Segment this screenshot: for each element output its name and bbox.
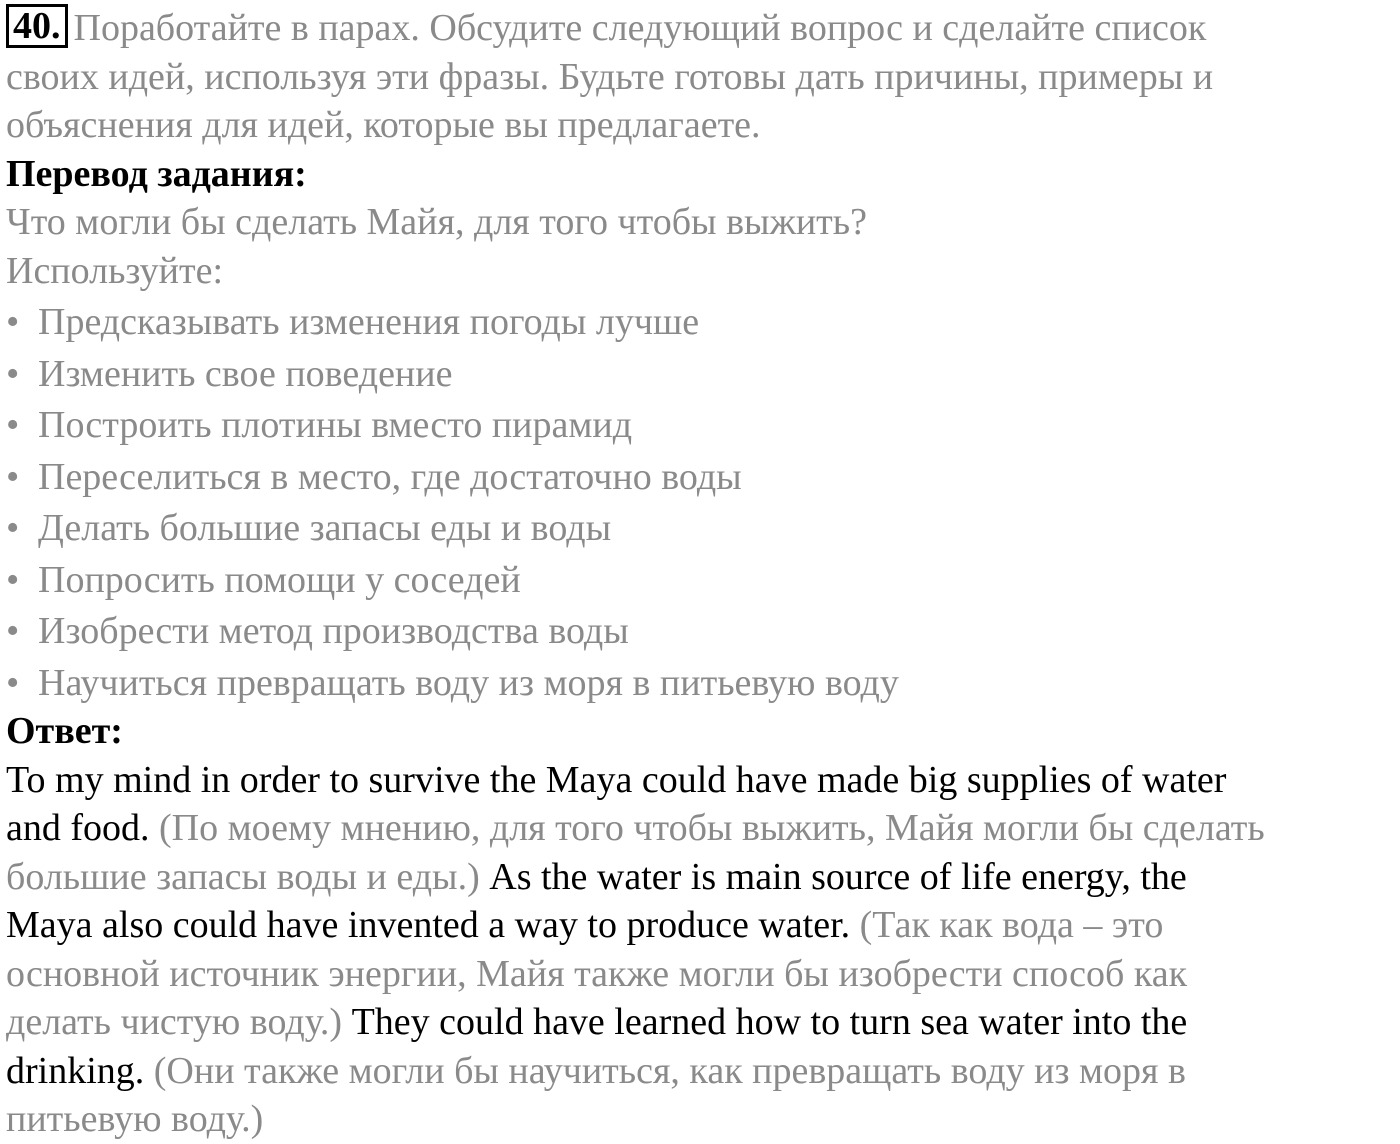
list-item-text: Попросить помощи у соседей [38,558,521,601]
answer-english-text: To my mind in order to survive the Maya could have made big supplies of water [6,758,1227,801]
list-item-text: Построить плотины вместо пирамид [38,404,633,446]
list-item-text: Переселиться в место, где достаточно воды [38,455,742,498]
document-page [6,4,1398,1144]
list-item [6,452,1398,504]
bullet-icon: • [6,507,20,549]
task-line-2 [6,53,1398,102]
task-text: Поработайте в парах. Обсудите следующий вопрос и сделайте список [73,7,1207,49]
list-item [6,606,1398,658]
list-item [6,349,1398,401]
list-item [6,503,1398,555]
answer-russian-translation: питьевую воду.) [6,1098,264,1140]
task-text: объяснения для идей, которые вы предлагаете. [6,104,761,146]
answer-line [6,756,1398,805]
task-text: своих идей, используя эти фразы. Будьте готовы дать причины, примеры и [6,55,1214,98]
answer-heading: Ответ: [6,710,123,752]
answer-russian-translation: (По моему мнению, для того чтобы выжить, Майя могли бы сделать [159,807,1265,849]
answer-russian-translation: большие запасы воды и еды.) [6,855,490,898]
answer-russian-translation: (Они также могли бы научиться, как превращать воду из моря в [153,1049,1186,1092]
list-item [6,658,1398,710]
bullet-icon: • [6,404,20,446]
bullet-icon: • [6,352,20,395]
answer-line [6,950,1398,999]
list-item-text: Изобрести метод производства воды [38,610,629,652]
bullet-icon: • [6,301,20,343]
bullet-icon: • [6,610,20,652]
bullet-icon: • [6,661,20,704]
answer-line [6,1095,1398,1144]
use-label: Используйте: [6,249,224,292]
answer-line [6,1047,1398,1096]
phrase-list [6,297,1398,709]
answer-english-text: drinking. [6,1049,154,1092]
list-item [6,297,1398,349]
translation-question: Что могли бы сделать Майя, для того чтобы выжить? [6,201,867,243]
answer-english-text: They could have learned how to turn sea water into the [351,1001,1188,1043]
exercise-number: 40. [6,4,68,48]
list-item [6,400,1398,452]
answer-english-text: and food. [6,807,160,849]
answer-russian-translation: основной источник энергии, Майя также могли бы изобрести способ как [6,952,1188,995]
task-line-3 [6,101,1398,150]
list-item-text: Предсказывать изменения погоды лучше [38,301,700,343]
bullet-icon: • [6,558,20,601]
answer-line [6,804,1398,853]
bullet-icon: • [6,455,20,498]
list-item [6,555,1398,607]
answer-body [6,756,1398,1144]
answer-english-text: As the water is main source of life energy, the [489,855,1187,898]
list-item-text: Научиться превращать воду из моря в питьевую воду [38,661,899,704]
list-item-text: Изменить свое поведение [38,352,453,395]
answer-russian-translation: (Так как вода – это [859,904,1164,946]
answer-english-text: Maya also could have invented a way to produce water. [6,904,860,946]
translation-heading: Перевод задания: [6,152,307,195]
answer-russian-translation: делать чистую воду.) [6,1001,352,1043]
answer-line [6,853,1398,902]
list-item-text: Делать большие запасы еды и воды [38,507,612,549]
task-line-1 [6,4,1398,53]
answer-line [6,901,1398,950]
answer-line [6,998,1398,1047]
